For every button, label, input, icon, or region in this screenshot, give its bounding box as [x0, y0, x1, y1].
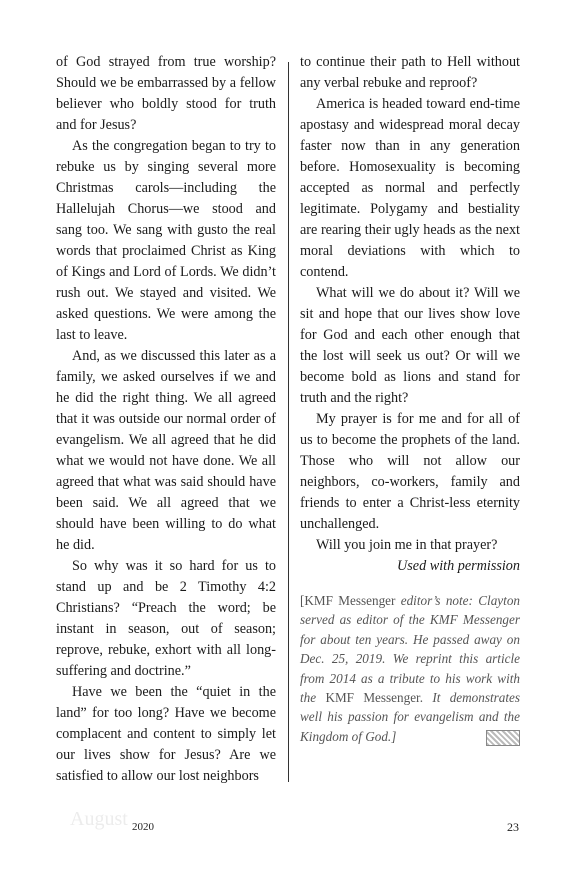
page-footer: [70, 808, 519, 838]
paragraph: What will we do about it? Will we sit and hope that our lives show love for God and each other enough that the lost will seek us out? Or will we become bold as lions and stand for truth and the right?: [300, 285, 520, 406]
column-divider: [288, 62, 289, 782]
page-number: 23: [507, 820, 519, 834]
paragraph: And, as we discussed this later as a family, we asked ourselves if we and he did the right thing. We all agreed that it was outside our normal order of evangelism. We all agreed that he did what we would not have done. We all agreed that what was said should have been said. We all agreed that we should have been willing to do what he did.: [56, 348, 276, 553]
end-mark-icon: [486, 730, 520, 746]
paragraph: My prayer is for me and for all of us to become the prophets of the land. Those who will not allow our neighbors, co-workers, family and friends to enter a Christ-less eternity unchallenged.: [300, 411, 520, 532]
editor-note-label: editor’s note:: [400, 593, 473, 608]
right-column: [300, 52, 520, 746]
paragraph: to continue their path to Hell without any verbal rebuke and reproof?: [300, 54, 520, 91]
editor-note: [300, 591, 520, 746]
paragraph: Will you join me in that prayer?: [316, 537, 498, 553]
footer-month: August: [70, 808, 128, 830]
paragraph: America is headed toward end-time apostasy and widespread moral decay faster now than in any generation before. Homosexuality is becoming accepted as normal and perfectly legitimate. Polygamy and bestiality are rearing their ugly heads as the next moral deviations with which to contend.: [300, 96, 520, 280]
editor-note-prefix: [KMF Messenger: [300, 593, 396, 608]
editor-note-publication: KMF Messenger.: [325, 690, 424, 706]
editor-note-body: Clayton served as editor of the KMF Messenger for about ten years. He passed away on Dec. 25, 2019. We reprint this article from 2014 as a tribute to his work with the: [300, 593, 521, 706]
signature: Used with permission: [397, 558, 520, 574]
paragraph: Have we been the “quiet in the land” for too long? Have we become complacent and content to simply let our lives show for Jesus? Are we satisfied to allow our lost neighbors: [56, 684, 276, 784]
paragraph: of God strayed from true worship? Should we be embarrassed by a fellow believer who boldly stood for truth and for Jesus?: [56, 54, 276, 133]
paragraph: So why was it so hard for us to stand up and be 2 Timothy 4:2 Christians? “Preach the word; be instant in season, out of season; reprove, rebuke, exhort with all long-suffering and doctrine.”: [56, 558, 276, 679]
footer-year: 2020: [132, 821, 154, 833]
left-column: [56, 52, 276, 787]
editor-note-body: It demonstrates well his passion for evangelism and the Kingdom of God.]: [300, 690, 521, 744]
paragraph: As the congregation began to try to rebuke us by singing several more Christmas carols—including the Hallelujah Chorus—we stood and sang too. We sang with gusto the real words that proclaimed Christ as King of Kings and Lord of Lords. We didn’t rush out. We stayed and visited. We asked questions. We were among the last to leave.: [56, 138, 276, 343]
